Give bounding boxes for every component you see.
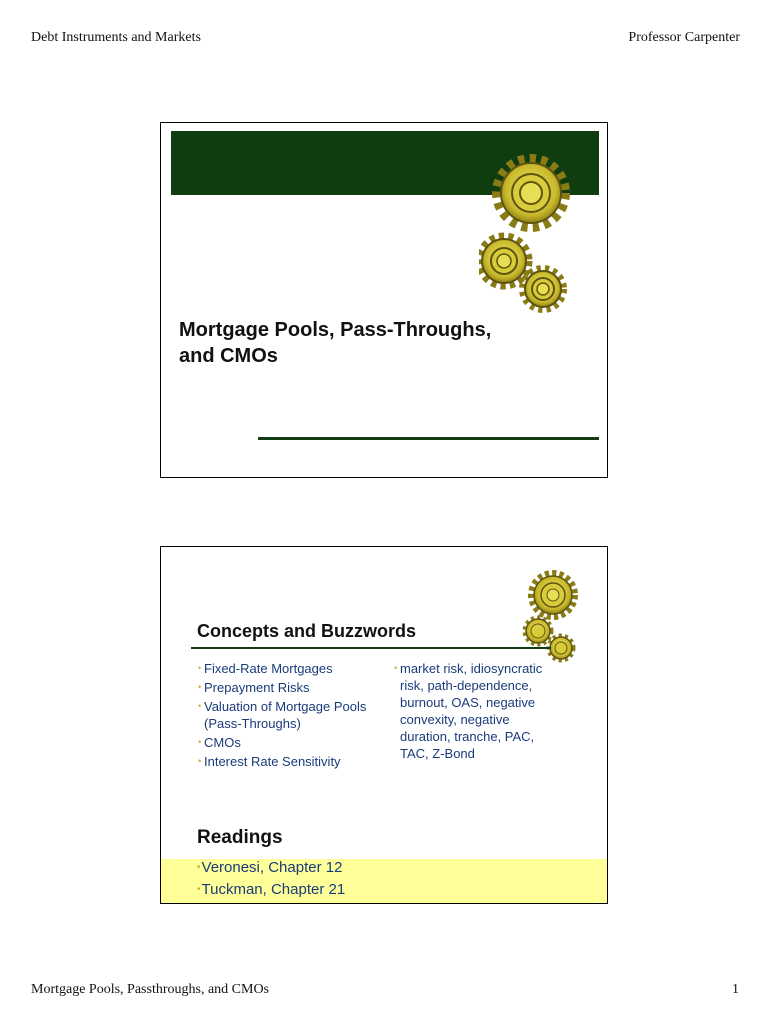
readings-title: Readings <box>197 827 283 848</box>
list-item: • Interest Rate Sensitivity <box>198 753 368 770</box>
list-item: • Fixed-Rate Mortgages <box>198 660 368 677</box>
page-number: 1 <box>732 982 739 997</box>
slide-2-title: Concepts and Buzzwords <box>197 621 417 641</box>
slide-1 <box>160 122 608 478</box>
reading-item: •Tuckman, Chapter 21 <box>197 881 346 898</box>
header-right: Professor Carpenter <box>628 30 740 45</box>
title-underline <box>258 437 599 440</box>
concepts-list-left <box>198 660 368 772</box>
slide-1-title <box>179 317 539 369</box>
reading-item: •Veronesi, Chapter 12 <box>197 859 343 876</box>
list-item: • CMOs <box>198 734 368 751</box>
title-line-1: Mortgage Pools, Pass-Throughs, <box>179 319 492 341</box>
footer-left: Mortgage Pools, Passthroughs, and CMOs <box>31 982 270 997</box>
gears-icon <box>521 569 583 665</box>
slide-2 <box>160 546 608 904</box>
gears-icon <box>479 147 589 327</box>
list-item: • Prepayment Risks <box>198 679 368 696</box>
concepts-list-right <box>394 660 554 764</box>
title-line-2: and CMOs <box>179 345 278 367</box>
title-underline <box>191 647 551 649</box>
list-item: • Valuation of Mortgage Pools (Pass-Throughs) <box>198 698 368 732</box>
header-left: Debt Instruments and Markets <box>31 30 201 45</box>
list-item: • market risk, idiosyncratic risk, path-dependence, burnout, OAS, negative convexity, negative duration, tranche, PAC, TAC, Z-Bond <box>394 660 554 762</box>
